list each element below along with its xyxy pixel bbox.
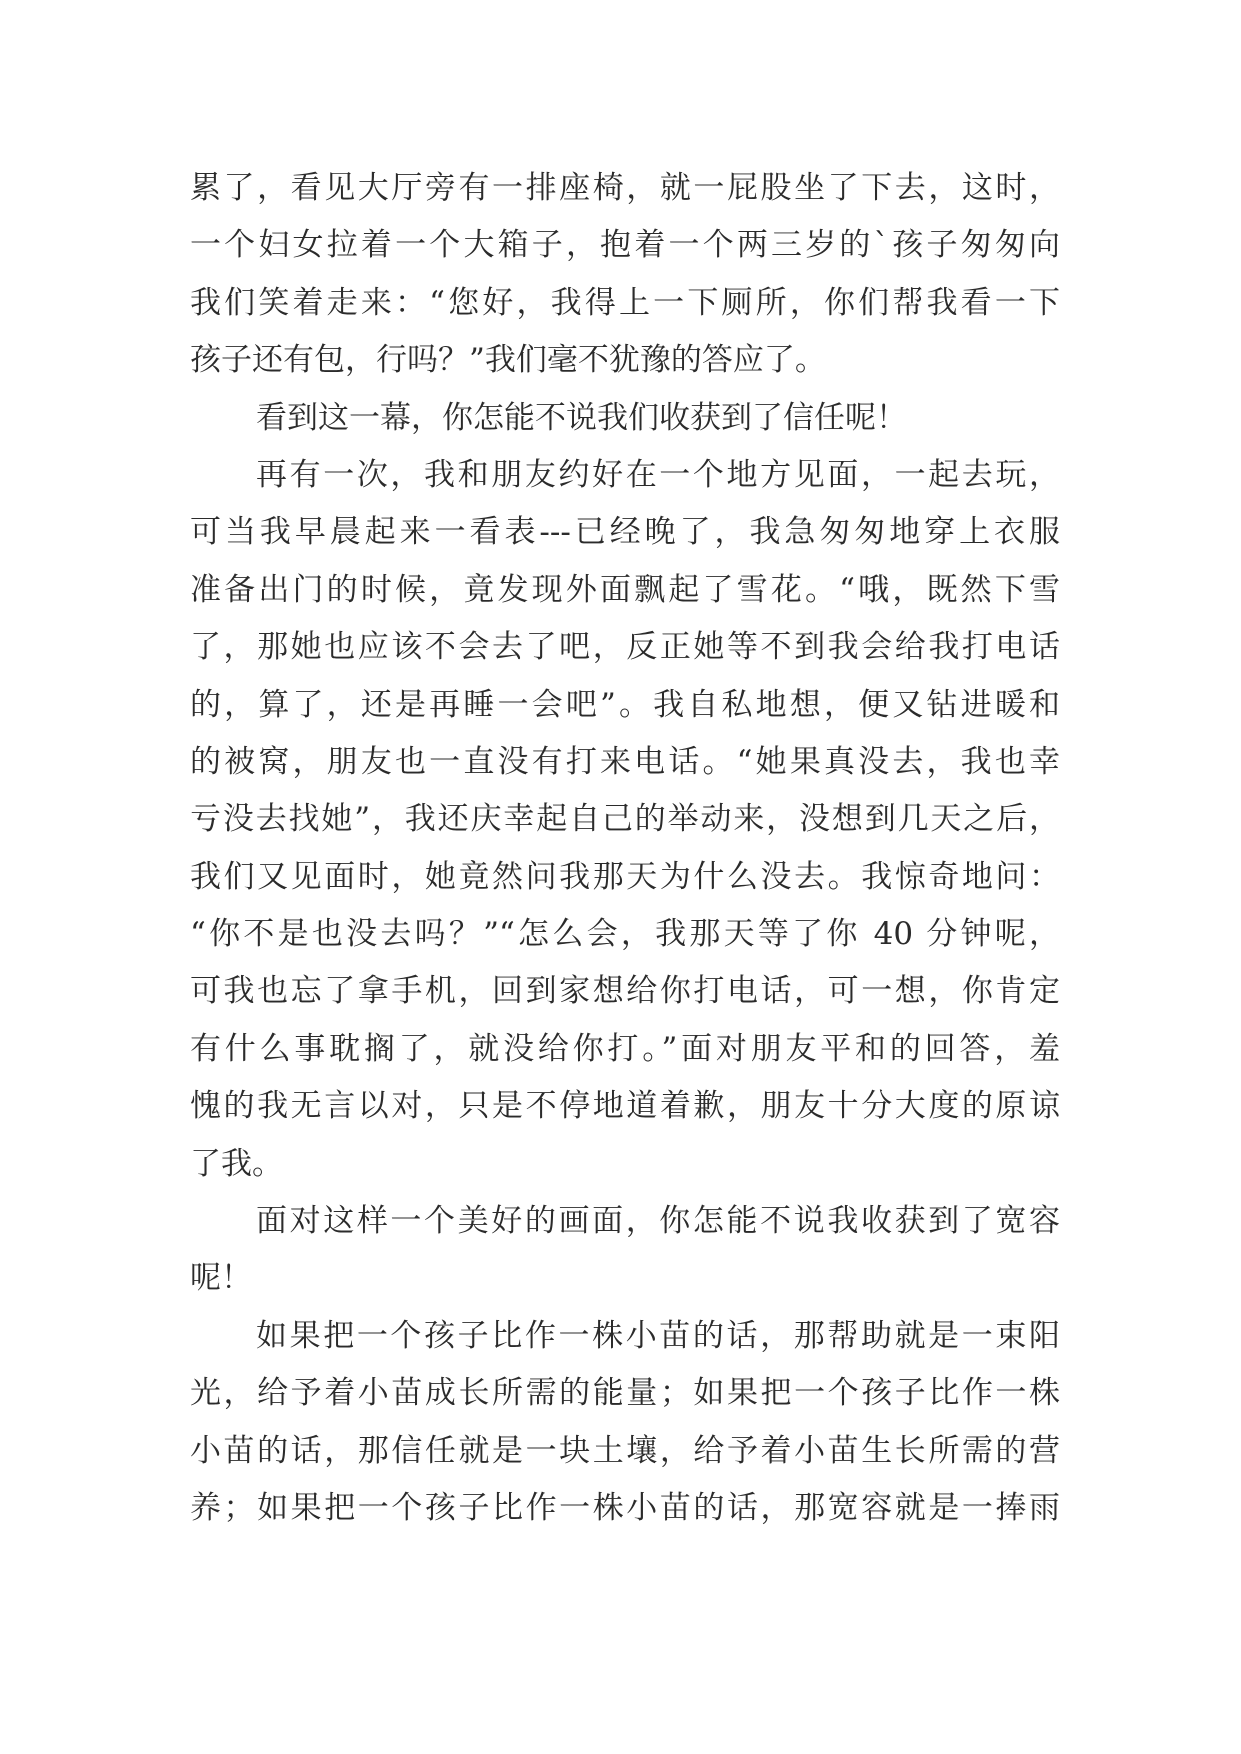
text-line: 再有一次，我和朋友约好在一个地方见面，一起去玩， [256,456,1060,493]
text-line: 孩子还有包，行吗？”我们毫不犹豫的答应了。 [190,342,826,379]
text-line: 愧的我无言以对，只是不停地道着歉，朋友十分大度的原谅 [190,1088,1060,1125]
text-line: 小苗的话，那信任就是一块土壤，给予着小苗生长所需的营 [190,1432,1060,1469]
text-line: 的被窝，朋友也一直没有打来电话。“她果真没去，我也幸 [190,743,1060,780]
text-line: 面对这样一个美好的画面，你怎能不说我收获到了宽容 [256,1203,1060,1240]
text-line: 养；如果把一个孩子比作一株小苗的话，那宽容就是一捧雨 [190,1489,1060,1526]
text-line: 可当我早晨起来一看表---已经晚了，我急匆匆地穿上衣服 [190,514,1060,551]
text-line: 有什么事耽搁了，就没给你打。”面对朋友平和的回答，羞 [190,1030,1060,1067]
text-line: 我们又见面时，她竟然问我那天为什么没去。我惊奇地问： [190,858,1060,895]
text-line: 了，那她也应该不会去了吧，反正她等不到我会给我打电话 [190,629,1060,666]
text-line: 看到这一幕，你怎能不说我们收获到了信任呢！ [256,399,907,436]
text-line: 一个妇女拉着一个大箱子，抱着一个两三岁的`孩子匆匆向 [190,227,1060,264]
text-line: 光，给予着小苗成长所需的能量；如果把一个孩子比作一株 [190,1375,1060,1412]
text-line: 我们笑着走来：“您好，我得上一下厕所，你们帮我看一下 [190,284,1060,321]
text-line: 了我。 [190,1145,283,1182]
text-line: 准备出门的时候，竟发现外面飘起了雪花。“哦，既然下雪 [190,571,1060,608]
text-line: 累了，看见大厅旁有一排座椅，就一屁股坐了下去，这时， [190,170,1060,206]
text-line: 如果把一个孩子比作一株小苗的话，那帮助就是一束阳 [256,1317,1060,1354]
text-line: 可我也忘了拿手机，回到家想给你打电话，可一想，你肯定 [190,973,1060,1010]
document-body [190,160,1060,1537]
text-line: 呢！ [190,1260,252,1297]
text-line: 亏没去找她”，我还庆幸起自己的举动来，没想到几天之后， [190,801,1060,838]
text-line: “你不是也没去吗？”“怎么会，我那天等了你 40 分钟呢， [190,916,1060,953]
text-line: 的，算了，还是再睡一会吧”。我自私地想，便又钻进暖和 [190,686,1060,723]
